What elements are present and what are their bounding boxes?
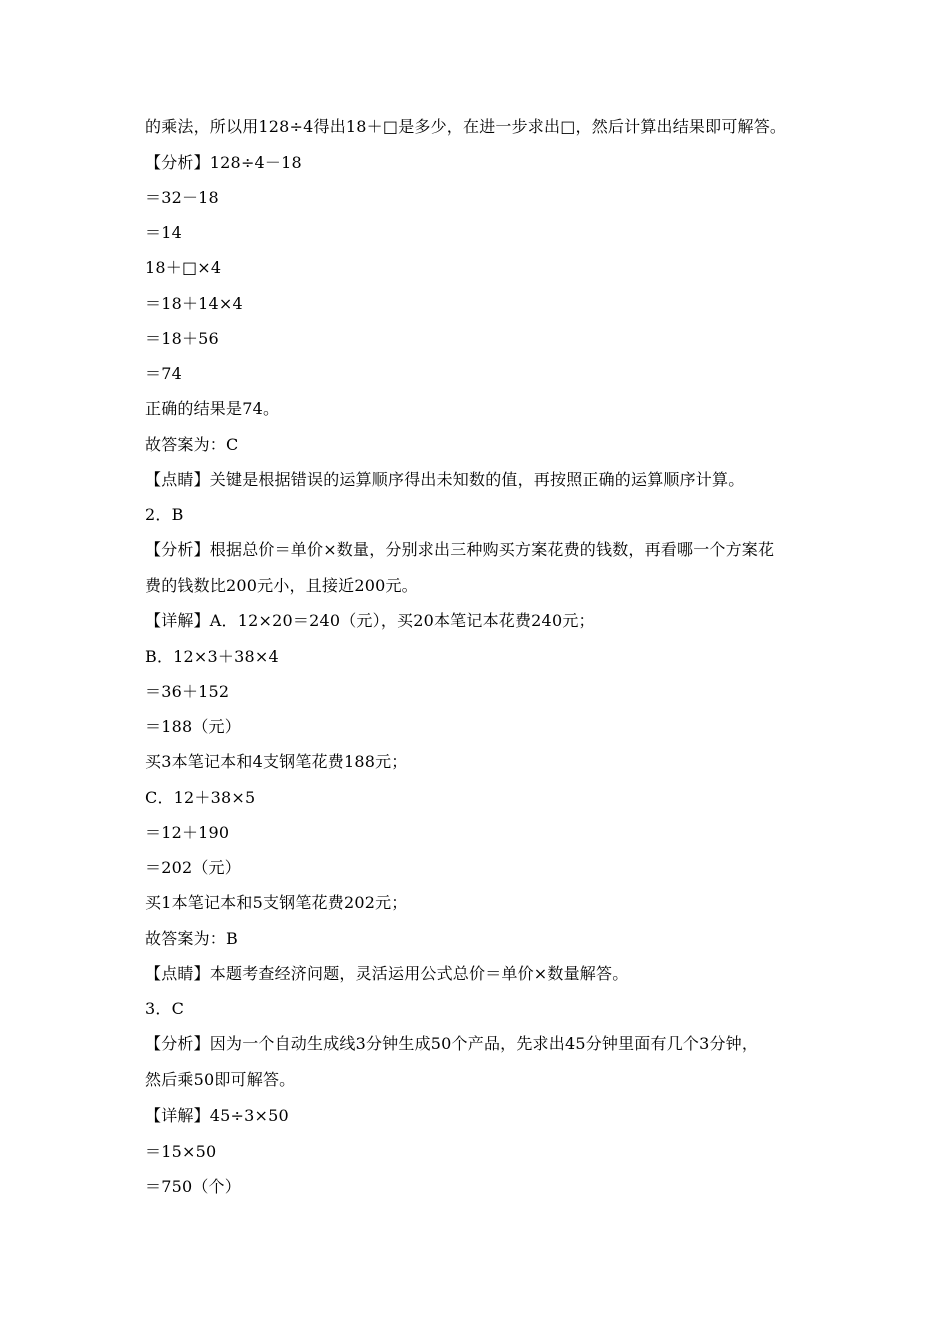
text-line: ＝74 — [145, 364, 182, 383]
text-line: 买1本笔记本和5支钢笔花费202元； — [145, 893, 408, 912]
text-line: 【点睛】关键是根据错误的运算顺序得出未知数的值，再按照正确的运算顺序计算。 — [145, 470, 745, 489]
text-line: 【详解】A．12×20＝240（元），买20本笔记本花费240元； — [145, 611, 595, 630]
text-line: 故答案为：B — [145, 929, 238, 948]
text-line: 然后乘50即可解答。 — [145, 1070, 296, 1089]
text-line: 【分析】根据总价＝单价×数量，分别求出三种购买方案花费的钱数，再看哪一个方案花 — [145, 540, 775, 559]
text-line: 3．C — [145, 999, 185, 1018]
text-line: 费的钱数比200元小，且接近200元。 — [145, 576, 418, 595]
text-line: ＝32－18 — [145, 188, 219, 207]
text-line: B．12×3＋38×4 — [145, 647, 279, 666]
text-line: 【点睛】本题考查经济问题，灵活运用公式总价＝单价×数量解答。 — [145, 964, 629, 983]
text-line: ＝12＋190 — [145, 823, 230, 842]
text-line: 正确的结果是74。 — [145, 399, 280, 418]
text-line: 2．B — [145, 505, 184, 524]
text-line: ＝188（元） — [145, 717, 241, 736]
text-line: ＝15×50 — [145, 1142, 217, 1161]
text-line: C．12＋38×5 — [145, 788, 256, 807]
text-line: ＝18＋14×4 — [145, 294, 243, 313]
text-line: 18＋□×4 — [145, 258, 222, 277]
text-line: ＝750（个） — [145, 1177, 241, 1196]
text-line: ＝202（元） — [145, 858, 241, 877]
text-line: 【详解】45÷3×50 — [145, 1106, 289, 1125]
text-line: 的乘法，所以用128÷4得出18＋□是多少，在进一步求出□，然后计算出结果即可解答。 — [145, 117, 787, 136]
text-line: 买3本笔记本和4支钢笔花费188元； — [145, 752, 408, 771]
text-line: 【分析】因为一个自动生成线3分钟生成50个产品，先求出45分钟里面有几个3分钟， — [145, 1034, 759, 1053]
text-line: ＝14 — [145, 223, 182, 242]
text-line: 故答案为：C — [145, 435, 239, 454]
text-line: ＝36＋152 — [145, 682, 230, 701]
text-line: 【分析】128÷4－18 — [145, 153, 302, 172]
text-line: ＝18＋56 — [145, 329, 219, 348]
